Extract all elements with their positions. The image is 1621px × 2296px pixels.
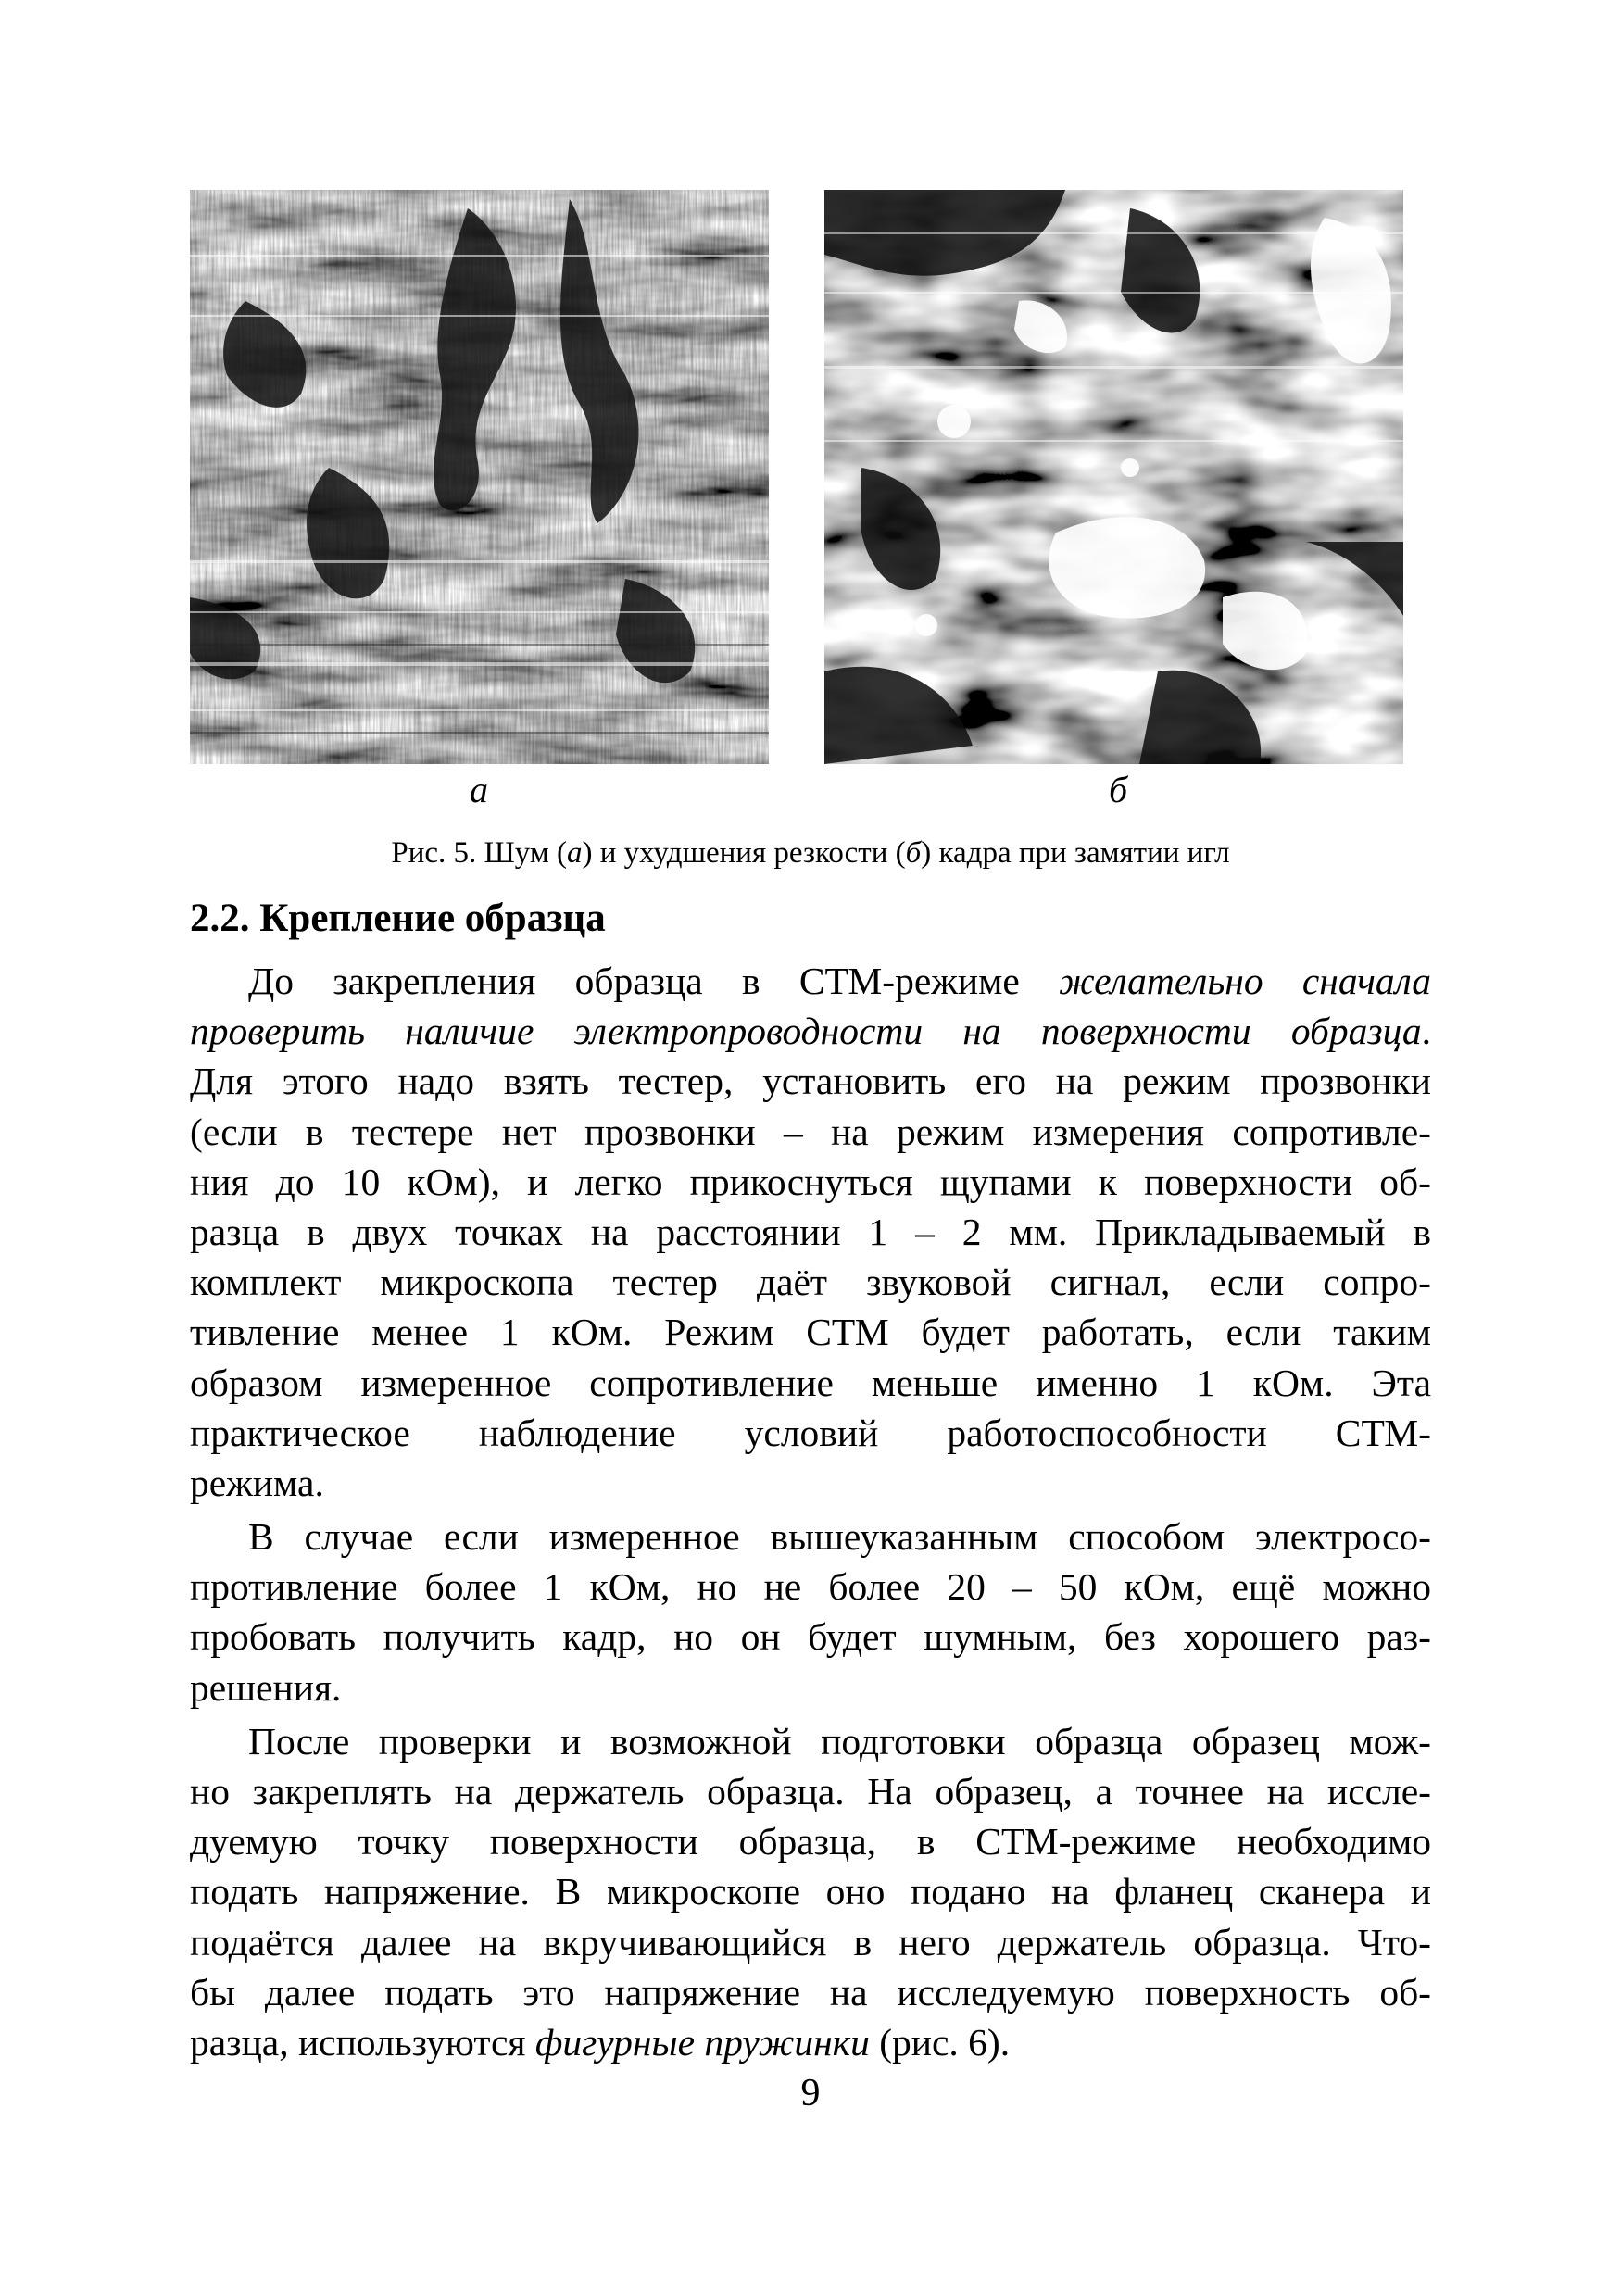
text-line (190, 1056, 1431, 1106)
caption-part: б (905, 836, 922, 870)
text-segment: Для этого надо взять тестер, установить его на режим прозвонки (190, 1060, 1431, 1103)
text-segment: разца, используются (190, 2020, 535, 2064)
figure-caption (190, 832, 1431, 874)
text-segment: режима. (190, 1461, 324, 1504)
text-segment: подать напряжение. В микроскопе оно подано на фланец сканера и (190, 1870, 1431, 1913)
text-line (190, 1408, 1431, 1458)
text-line (190, 1512, 1431, 1562)
text-line (190, 1967, 1431, 2017)
text-segment: решения. (190, 1665, 342, 1709)
text-line (190, 1006, 1431, 1056)
text-line (190, 1157, 1431, 1207)
text-segment: После проверки и возможной подготовки образца образец мож- (248, 1719, 1431, 1763)
text-line (190, 1358, 1431, 1408)
text-line (190, 1307, 1431, 1357)
text-segment: образом измеренное сопротивление меньше именно 1 кОм. Эта (190, 1361, 1431, 1404)
panel-b-label: б (1108, 769, 1128, 810)
text-segment: разца в двух точках на расстоянии 1 – 2 мм. Прикладываемый в (190, 1210, 1431, 1253)
caption-part: ) и ухудшения резкости ( (582, 836, 906, 870)
caption-part: Рис. 5. Шум ( (391, 836, 567, 870)
text-line (190, 1866, 1431, 1916)
text-segment: бы далее подать это напряжение на исследуемую поверхность об- (190, 1970, 1431, 2014)
text-line (190, 1917, 1431, 1967)
text-line (190, 1107, 1431, 1157)
figure-5 (190, 190, 1422, 764)
text-line (190, 1816, 1431, 1866)
text-line (190, 956, 1431, 1006)
text-line (190, 1207, 1431, 1257)
text-segment: комплект микроскопа тестер даёт звуковой сигнал, если сопро- (190, 1261, 1431, 1304)
text-line (190, 1716, 1431, 1766)
text-segment: (если в тестере нет прозвонки – на режим измерения сопротивле- (190, 1110, 1431, 1153)
text-line (190, 1562, 1431, 1612)
text-segment: В случае если измеренное вышеуказанным способом электросо- (248, 1515, 1431, 1559)
section-heading: 2.2. Крепление образца (190, 897, 606, 940)
text-line (190, 1458, 1431, 1508)
text-segment: дуемую точку поверхности образца, в СТМ-режиме необходимо (190, 1820, 1431, 1863)
caption-part: а (566, 836, 583, 870)
text-segment: противление более 1 кОм, но не более 20 – 50 кОм, ещё можно (190, 1565, 1431, 1609)
body-text (190, 956, 1431, 2067)
caption-part: ) кадра при замятии игл (921, 836, 1230, 870)
text-line (190, 1257, 1431, 1307)
text-segment: До закрепления образца в СТМ-режиме (248, 960, 1060, 1002)
text-line (190, 1662, 1431, 1713)
text-segment: ния до 10 кОм), и легко прикоснуться щупами к поверхности об- (190, 1160, 1431, 1203)
text-segment: . (1421, 1010, 1431, 1053)
text-segment: практическое наблюдение условий работоспособности СТМ- (190, 1411, 1431, 1454)
italic-text: проверить наличие электропроводности на поверхности образца (190, 1010, 1422, 1053)
text-segment: тивление менее 1 кОм. Режим СТМ будет работать, если таким (190, 1311, 1431, 1354)
text-line (190, 2017, 1431, 2067)
text-line (190, 1612, 1431, 1662)
page-number: 9 (800, 2072, 821, 2114)
italic-text: фигурные пружинки (534, 2020, 870, 2064)
text-segment: но закреплять на держатель образца. На образец, а точнее на иссле- (190, 1770, 1431, 1813)
text-segment: (рис. 6). (869, 2020, 1011, 2064)
text-line (190, 1766, 1431, 1816)
panel-a-label: а (470, 769, 488, 810)
italic-text: желательно сначала (1059, 960, 1431, 1002)
stm-noise-image (190, 190, 769, 764)
stm-blur-image (824, 190, 1403, 764)
text-segment: подаётся далее на вкручивающийся в него держатель образца. Что- (190, 1920, 1431, 1964)
text-segment: пробовать получить кадр, но он будет шумным, без хорошего раз- (190, 1615, 1431, 1659)
